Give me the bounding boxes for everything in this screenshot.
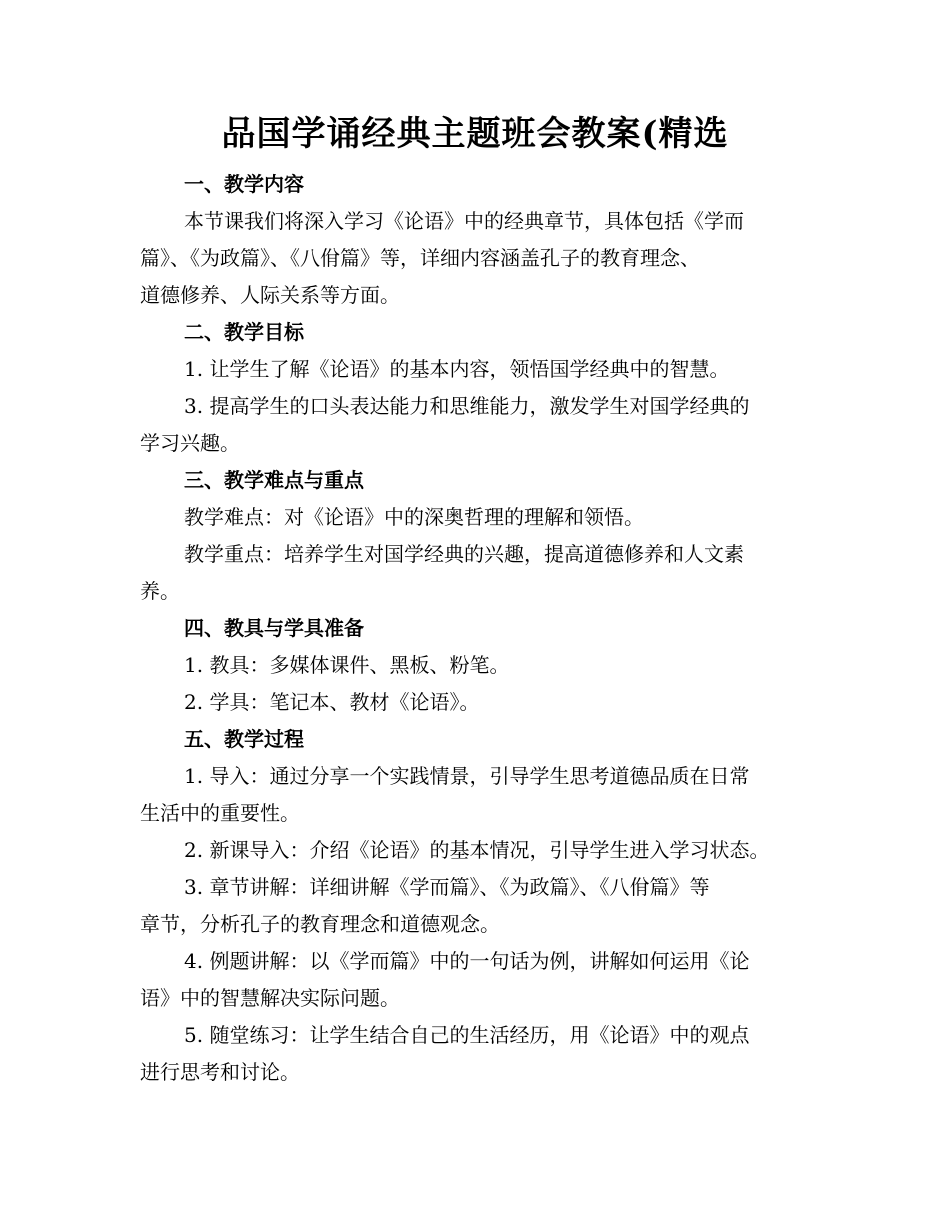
body-text-line: 3. 章节讲解：详细讲解《学而篇》、《为政篇》、《八佾篇》等	[184, 875, 710, 899]
body-text-line: 篇》、《为政篇》、《八佾篇》等，详细内容涵盖孔子的教育理念、	[140, 246, 700, 270]
body-text-line: 养。	[140, 579, 180, 603]
section-heading: 四、教具与学具准备	[184, 616, 364, 640]
body-text-line: 1. 教具：多媒体课件、黑板、粉笔。	[184, 653, 510, 677]
section-heading: 二、教学目标	[184, 320, 304, 344]
body-text-line: 章节，分析孔子的教育理念和道德观念。	[140, 912, 500, 936]
section-heading: 一、教学内容	[184, 172, 304, 196]
body-text-line: 4. 例题讲解：以《学而篇》中的一句话为例，讲解如何运用《论	[184, 949, 750, 973]
body-text-line: 2. 新课导入：介绍《论语》的基本情况，引导学生进入学习状态。	[184, 838, 770, 862]
body-text-line: 1. 导入：通过分享一个实践情景，引导学生思考道德品质在日常	[184, 764, 750, 788]
body-text-line: 教学重点：培养学生对国学经典的兴趣，提高道德修养和人文素	[184, 542, 744, 566]
document-title: 品国学诵经典主题班会教案(精选	[221, 114, 729, 154]
body-text-line: 生活中的重要性。	[140, 801, 300, 825]
section-heading: 五、教学过程	[184, 727, 304, 751]
section-heading: 三、教学难点与重点	[184, 468, 364, 492]
body-text-line: 进行思考和讨论。	[140, 1060, 300, 1084]
body-text-line: 5. 随堂练习：让学生结合自己的生活经历，用《论语》中的观点	[184, 1023, 750, 1047]
body-text-line: 本节课我们将深入学习《论语》中的经典章节，具体包括《学而	[184, 209, 744, 233]
body-text-line: 学习兴趣。	[140, 431, 240, 455]
body-text-line: 教学难点：对《论语》中的深奥哲理的理解和领悟。	[184, 505, 644, 529]
body-text-line: 2. 学具：笔记本、教材《论语》。	[184, 690, 480, 714]
body-text-line: 3. 提高学生的口头表达能力和思维能力，激发学生对国学经典的	[184, 394, 750, 418]
document-body	[140, 166, 812, 1091]
body-text-line: 道德修养、人际关系等方面。	[140, 283, 400, 307]
body-text-line: 1. 让学生了解《论语》的基本内容，领悟国学经典中的智慧。	[184, 357, 730, 381]
body-text-line: 语》中的智慧解决实际问题。	[140, 986, 400, 1010]
